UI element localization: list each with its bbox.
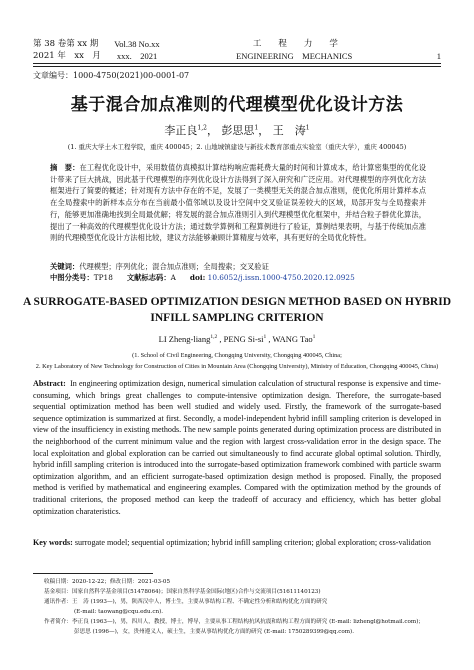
author-2-en-sup: 1 — [263, 334, 267, 341]
keywords-cn — [50, 261, 426, 272]
date-cn: 2021 年 xx 月 — [33, 51, 101, 61]
received-date: 收稿日期：2020-12-22；修改日期：2021-03-05 — [44, 579, 171, 585]
corresponding-email: (E-mail: taowang@cqu.edu.cn). — [74, 609, 164, 615]
author-1-en: LI Zheng-liang — [158, 334, 211, 344]
clc-label: 中图分类号： — [50, 273, 94, 282]
abstract-en — [33, 378, 441, 517]
doc-code-label: 文献标志码： — [126, 273, 171, 282]
journal-name-en: ENGINEERING MECHANICS — [236, 51, 353, 61]
footnote-rule — [33, 573, 153, 574]
keywords-cn-text: 代理模型；序列优化；混合加点准则；全局搜索；交叉验证 — [79, 262, 269, 271]
author-1-en-sup: 1,2 — [210, 334, 218, 341]
abstract-en-text: In engineering optimization design, numerical simulation calculation of structural response is expensive and time-consuming, which brings great challenges to compute-intensive optimization design. Therefore, the surrogate-based sequential optimization method has been well studied and widely used. Firstly, the framework of the surrogate-based sequence optimization is summarized at first. Secondly, a model-independent hybrid infill sampling criterion is developed in view of the insufficiency in existing methods. The new sample points generated during optimization process are distributed in the neighborhood of the current minimum value and the region with largest cross-validation error in the design space. The local exploitation and global exploration can be carried out simultaneously to find accurate global optimal solution. Thirdly, hybrid infill sampling criterion is introduced into the surrogate-based optimization framework combined with particle swarm optimization algorithm, and an efficient surrogate-based optimization design method is proposed. Finally, the proposed method is verified by mathematical and engineering examples. Compared with the optimization method by the grounds of traditional criterions, the proposed method can keep the tradeoff of accuracy and efficiency, which has better global optimization charateristics. — [33, 379, 441, 516]
author-3-cn: 王 涛 — [272, 124, 306, 137]
author-bio-2: 彭思思 (1996—)，女，贵州遵义人，硕士生，主要从事结构优化方面的研究 (E-mail: 1750289399@qq.com). — [74, 629, 354, 635]
author-2-sup: 1 — [254, 124, 259, 132]
author-2-en: PENG Si-si — [223, 334, 264, 344]
author-sep: , — [266, 334, 273, 344]
footnotes — [44, 577, 441, 637]
doi-label: doi: — [189, 273, 206, 282]
keywords-cn-label: 关键词： — [50, 262, 80, 271]
date-en: xxx. 2021 — [116, 51, 158, 61]
author-bio-1: 作者简介：李正良 (1963—)，男，四川人，教授，博士，博导，主要从事工程结构抗风抗震和结构工程方面的研究 (E-mail: lizhengl@hotmail.com)； — [44, 619, 425, 625]
authors-en — [0, 334, 474, 344]
affiliation-en-line-1: (1. School of Civil Engineering, Chongqing University, Chongqing 400045, China; — [132, 352, 342, 359]
header-rule-thin — [33, 66, 441, 67]
affiliation-cn: (1. 重庆大学土木工程学院，重庆 400045；2. 山地城镇建设与新技术教育部重点实验室（重庆大学），重庆 400045) — [67, 143, 407, 151]
author-2-cn: 彭思思 — [221, 124, 255, 137]
classification-cn — [50, 272, 426, 283]
abstract-cn-label: 摘 要： — [50, 163, 80, 172]
keywords-en-text: surrogate model; sequential optimization; hybrid infill sampling criterion; global exploration; cross-validation — [74, 538, 431, 547]
title-cn: 基于混合加点准则的代理模型优化设计方法 — [70, 95, 404, 115]
fund-info: 基金项目：国家自然科学基金项目(51478064)；国家自然科学基金国际(地区)合作与交流项目(51611140123) — [44, 589, 321, 595]
clc-value: TP18 — [93, 273, 113, 282]
author-sep: ， — [206, 124, 218, 137]
author-1-cn: 李正良 — [164, 124, 198, 137]
author-sep: ， — [258, 124, 270, 137]
doc-code-value: A — [170, 273, 176, 282]
title-en: A SURROGATE-BASED OPTIMIZATION DESIGN METHOD BASED ON HYBRID INFILL SAMPLING CRITERION — [22, 296, 451, 324]
abstract-en-label: Abstract: — [33, 379, 66, 388]
journal-name-cn: 工 程 力 学 — [252, 39, 338, 49]
volume-en: Vol.38 No.xx — [114, 39, 160, 49]
affiliation-en-line-2: 2. Key Laboratory of New Technology for Construction of Cities in Mountain Area (Chongqing University), Ministry of Education, Chongqing 400045, China) — [35, 363, 439, 370]
keywords-en — [33, 537, 441, 549]
volume-cn: 第 38 卷第 xx 期 — [33, 39, 99, 49]
abstract-cn-text: 在工程优化设计中，采用数值仿真模拟计算结构响应需耗费大量的时间和计算成本，给计算密集型的优化设计带来了巨大挑战，因此基于代理模型的序列优化设计方法得到了深入研究和广泛应用。对代理模型的序列优化方法框架进行了简要的概述；针对现有方法中存在的不足，发展了一类模型无关的混合加点准则，使优化所用计算样本点在全局搜索中的新样本点分布在当前最小值邻域以及设计空间中交叉验证误差较大的区域，局部开发与全局搜索并行，能够更加准确地找到全局最优解；将发展的混合加点准则引入到代理模型优化框架中，并结合粒子群优化算法，提出了一种高效的代理模型优化设计方法；通过数学算例和工程算例进行了验证，算例结果表明，与基于传统加点准则的代理模型优化设计方法相比较，建议方法能够兼顾计算精度与效率，具有更好的全局优化特性。 — [50, 163, 427, 243]
authors-cn — [0, 122, 474, 138]
abstract-cn — [50, 162, 426, 244]
header-rule — [33, 63, 441, 64]
author-3-en-sup: 1 — [312, 334, 316, 341]
author-3-en: WANG Tao — [272, 334, 313, 344]
author-3-sup: 1 — [305, 124, 310, 132]
author-1-sup: 1,2 — [197, 124, 207, 132]
corresponding-author: 通讯作者：王 涛 (1993—)，男，陕西汉中人，博士生，主要从事结构工程、不确定性分析和结构优化方面的研究 — [44, 599, 328, 605]
page-number: 1 — [436, 51, 441, 61]
author-sep: , — [217, 334, 224, 344]
article-number: 文章编号：1000-4750(2021)00-0001-07 — [33, 71, 190, 80]
keywords-en-label: Key words: — [33, 538, 73, 547]
doi-link[interactable]: 10.6052/j.issn.1000-4750.2020.12.0925 — [207, 273, 355, 282]
affiliation-en — [33, 350, 441, 372]
running-header — [33, 38, 441, 62]
